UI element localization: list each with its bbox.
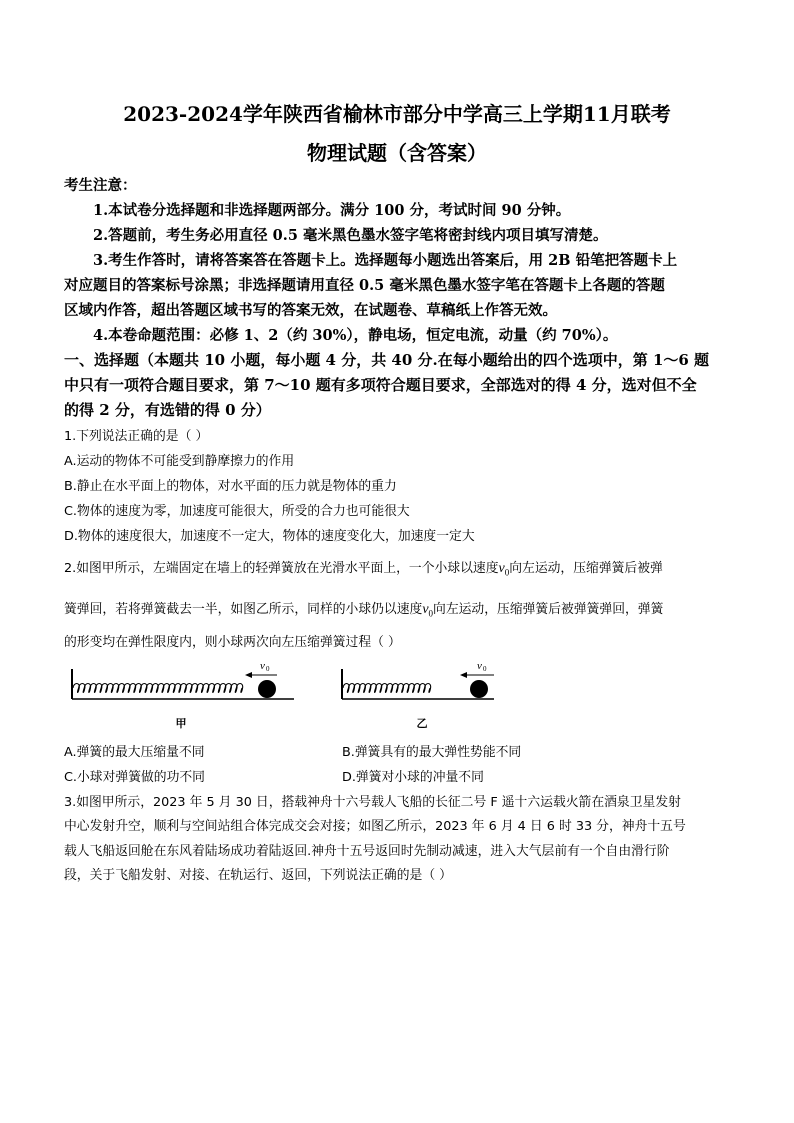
spring-coil bbox=[73, 684, 243, 693]
question-2-line-3: 的形变均在弹性限度内，则小球两次向左压缩弹簧过程（ ） bbox=[64, 635, 401, 650]
question-3-line-1: 3.如图甲所示，2023 年 5 月 30 日，搭载神舟十六号载人飞船的长征二号 F 遥十六运载火箭在酒泉卫星发射 bbox=[64, 795, 681, 810]
note-line-4: 对应题目的答案标号涂黑；非选择题请用直径 0.5 毫米黑色墨水签字笔在答题卡上各题的答题 bbox=[64, 277, 665, 294]
question-3-line-3: 载人飞船返回舱在东风着陆场成功着陆返回.神舟十五号返回时先制动减速，进入大气层前有一个自由滑行阶 bbox=[64, 844, 670, 859]
note-line-3: 3.考生作答时，请将答案答在答题卡上。选择题每小题选出答案后，用 2B 铅笔把答题卡上 bbox=[93, 252, 678, 269]
velocity-arrowhead bbox=[245, 672, 252, 678]
figure-spring-full bbox=[64, 655, 300, 737]
exam-subtitle: 物理试题（含答案） bbox=[307, 141, 487, 165]
note-line-2: 2.答题前，考生务必用直径 0.5 毫米黑色墨水签字笔将密封线内项目填写清楚。 bbox=[93, 227, 608, 244]
question-2-line-2 bbox=[64, 598, 663, 619]
question-1-option-a: A.运动的物体不可能受到静摩擦力的作用 bbox=[64, 454, 295, 469]
velocity-subscript: 0 bbox=[428, 608, 434, 619]
velocity-label-sub: 0 bbox=[483, 665, 487, 673]
question-1-option-b: B.静止在水平面上的物体，对水平面的压力就是物体的重力 bbox=[64, 479, 397, 494]
section-instructions-2: 中只有一项符合题目要求，第 7～10 题有多项符合题目要求，全部选对的得 4 分，选对但不全 bbox=[64, 376, 697, 394]
question-2-line-1-post: 向左运动，压缩弹簧后被弹 bbox=[509, 561, 663, 576]
question-2-line-2-post: 向左运动，压缩弹簧后被弹簧弹回，弹簧 bbox=[433, 602, 664, 617]
velocity-symbol: v bbox=[498, 561, 505, 576]
question-1-option-c: C.物体的速度为零，加速度可能很大，所受的合力也可能很大 bbox=[64, 504, 410, 519]
figure-label-jia: 甲 bbox=[175, 717, 187, 730]
question-3-line-2: 中心发射升空，顺利与空间站组合体完成交会对接；如图乙所示，2023 年 6 月 4 日 6 时 33 分，神舟十五号 bbox=[64, 819, 686, 834]
question-2-option-c: C.小球对弹簧做的功不同 bbox=[64, 770, 205, 785]
velocity-label-sub: 0 bbox=[266, 665, 270, 673]
question-2-option-b: B.弹簧具有的最大弹性势能不同 bbox=[342, 745, 522, 760]
note-line-5: 区域内作答，超出答题区域书写的答案无效，在试题卷、草稿纸上作答无效。 bbox=[64, 302, 557, 319]
velocity-label: v bbox=[260, 660, 265, 672]
note-line-1: 1.本试卷分选择题和非选择题两部分。满分 100 分，考试时间 90 分钟。 bbox=[93, 202, 571, 219]
velocity-label: v bbox=[477, 660, 482, 672]
question-2-option-d: D.弹簧对小球的冲量不同 bbox=[342, 770, 484, 785]
figure-label-yi: 乙 bbox=[416, 717, 428, 730]
spring-coil bbox=[343, 684, 431, 693]
question-1-option-d: D.物体的速度很大，加速度不一定大，物体的速度变化大，加速度一定大 bbox=[64, 529, 475, 544]
ball bbox=[258, 680, 276, 698]
velocity-arrowhead bbox=[460, 672, 467, 678]
section-instructions-1: 一、选择题（本题共 10 小题，每小题 4 分，共 40 分.在每小题给出的四个选项中，第 1～6 题 bbox=[64, 351, 710, 369]
notes-heading: 考生注意： bbox=[64, 177, 137, 194]
exam-title: 2023-2024学年陕西省榆林市部分中学高三上学期11月联考 bbox=[123, 102, 671, 126]
note-line-6: 4.本卷命题范围：必修 1、2（约 30%），静电场，恒定电流，动量（约 70%）。 bbox=[93, 327, 618, 344]
question-1-stem: 1.下列说法正确的是（ ） bbox=[64, 429, 209, 444]
question-3-line-4: 段，关于飞船发射、对接、在轨运行、返回，下列说法正确的是（ ） bbox=[64, 868, 452, 883]
question-2-option-a: A.弹簧的最大压缩量不同 bbox=[64, 745, 205, 760]
velocity-symbol: v bbox=[422, 602, 429, 617]
figure-spring-half bbox=[334, 655, 534, 737]
question-2-line-2-pre: 簧弹回，若将弹簧截去一半，如图乙所示，同样的小球仍以速度 bbox=[64, 602, 423, 617]
velocity-subscript: 0 bbox=[504, 567, 510, 578]
question-2-line-1 bbox=[64, 557, 663, 578]
ball bbox=[470, 680, 488, 698]
section-instructions-3: 的得 2 分，有选错的得 0 分） bbox=[64, 401, 271, 419]
question-2-line-1-pre: 2.如图甲所示，左端固定在墙上的轻弹簧放在光滑水平面上，一个小球以速度 bbox=[64, 561, 499, 576]
